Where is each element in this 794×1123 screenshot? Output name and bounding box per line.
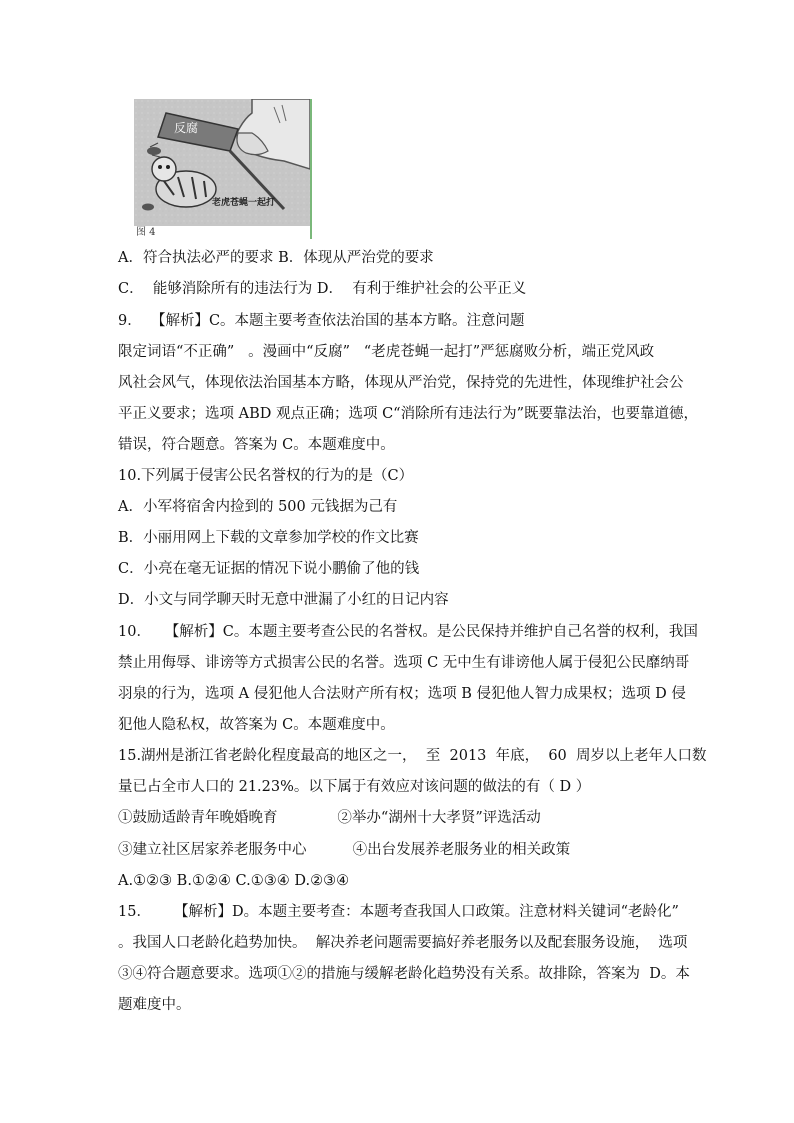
q9-analysis-line: 限定词语“不正确” 。漫画中“反腐” “老虎苍蝇一起打”严惩腐败分析，端正党风政 — [118, 344, 655, 360]
q9-analysis-line: 错误，符合题意。答案为 C。本题难度中。 — [118, 437, 395, 453]
q10-analysis-line: 犯他人隐私权，故答案为 C。本题难度中。 — [118, 717, 395, 733]
q10-analysis-line: 10． 【解析】C。本题主要考查公民的名誉权。是公民保持并维护自己名誉的权利，我国 — [118, 624, 698, 640]
q10-stem: 10.下列属于侵害公民名誉权的行为的是（C） — [118, 468, 414, 484]
q15-items-line: ①鼓励适龄青年晚婚晚育 ②举办“湖州十大孝贤”评选活动 — [118, 810, 541, 826]
q9-analysis-line: 风社会风气，体现依法治国基本方略，体现从严治党，保持党的先进性，体现维护社会公 — [118, 375, 684, 391]
q15-stem-line: 量已占全市人口的 21.23%。以下属于有效应对该问题的做法的有（ D ） — [118, 779, 591, 795]
q15-choices: A.①②③ B.①②④ C.①③④ D.②③④ — [118, 873, 350, 889]
q9-options-line-2: C． 能够消除所有的违法行为 D． 有利于维护社会的公平正义 — [118, 281, 527, 297]
q9-analysis-line: 9． 【解析】C。本题主要考查依法治国的基本方略。注意问题 — [118, 313, 525, 329]
q10-option: A．小军将宿舍内捡到的 500 元钱据为己有 — [118, 499, 398, 515]
figure-caption: 图 4 — [136, 227, 156, 238]
q9-analysis-line: 平正义要求；选项 ABD 观点正确；选项 C“消除所有违法行为”既要靠法治，也要靠道德， — [118, 406, 698, 422]
slogan-text: 老虎苍蝇一起打 — [212, 198, 276, 208]
q15-analysis-line: 。我国人口老龄化趋势加快。 解决养老问题需要搞好养老服务以及配套服务设施， 选项 — [118, 935, 688, 951]
q9-options-line-1: A．符合执法必严的要求 B．体现从严治党的要求 — [118, 250, 434, 266]
q10-option: C．小亮在毫无证据的情况下说小鹏偷了他的钱 — [118, 561, 420, 577]
q10-option: D．小文与同学聊天时无意中泄漏了小红的日记内容 — [118, 592, 449, 608]
q15-items-line: ③建立社区居家养老服务中心 ④出台发展养老服务业的相关政策 — [118, 842, 571, 858]
cartoon-figure — [134, 99, 312, 239]
q10-analysis-line: 禁止用侮辱、诽谤等方式损害公民的名誉。选项 C 无中生有诽谤他人属于侵犯公民靡纳哥 — [118, 655, 690, 671]
q10-analysis-line: 羽泉的行为，选项 A 侵犯他人合法财产所有权；选项 B 侵犯他人智力成果权；选项 D 侵 — [118, 686, 686, 702]
banner-text: 反腐 — [174, 121, 199, 135]
q15-stem-line: 15.湖州是浙江省老龄化程度最高的地区之一， 至 2013 年底， 60 周岁以上老年人口数 — [118, 748, 707, 764]
cartoon-image — [134, 99, 310, 226]
q15-analysis-line: 题难度中。 — [118, 997, 191, 1013]
q10-option: B．小丽用网上下载的文章参加学校的作文比赛 — [118, 530, 419, 546]
figure-divider — [310, 99, 312, 239]
q15-analysis-line: 15． 【解析】D。本题主要考查：本题考查我国人口政策。注意材料关键词“老龄化” — [118, 904, 679, 920]
q15-analysis-line: ③④符合题意要求。选项①②的措施与缓解老龄化趋势没有关系。故排除，答案为 D。本 — [118, 966, 690, 982]
